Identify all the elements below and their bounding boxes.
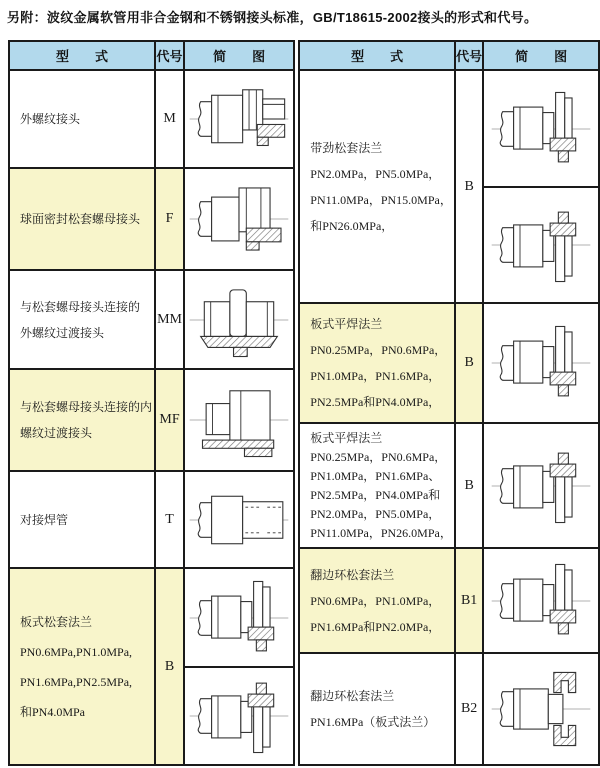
type-cell bbox=[9, 568, 155, 765]
diagram-necked-loose-flange-bottom bbox=[484, 186, 598, 302]
type-line: PN1.0MPa，PN1.6MPa， bbox=[310, 369, 441, 383]
page-title: 另附：波纹金属软管用非合金钢和不锈钢接头标准，GB/T18615-2002接头的形式和代号。 bbox=[7, 10, 538, 25]
table-row bbox=[9, 70, 294, 168]
table-row bbox=[299, 423, 599, 548]
header-row bbox=[9, 41, 294, 70]
type-cell bbox=[9, 168, 155, 270]
type-cell bbox=[9, 70, 155, 168]
table-row bbox=[299, 548, 599, 653]
code-cell: B bbox=[455, 423, 484, 548]
fittings-table-left bbox=[8, 40, 295, 766]
diagram-spherical-seal-loose-nut-joint bbox=[184, 168, 294, 270]
diagram-butt-weld-pipe bbox=[184, 471, 294, 568]
type-line: PN0.6MPa,PN1.0MPa, bbox=[20, 644, 133, 659]
type-line: PN2.5MPa和PN4.0MPa， bbox=[310, 395, 441, 409]
type-line: 球面密封松套螺母接头 bbox=[20, 212, 141, 226]
col-header-code: 代号 bbox=[155, 41, 184, 70]
code-cell: M bbox=[155, 70, 184, 168]
code-cell: MF bbox=[155, 369, 184, 471]
type-line: PN1.6MPa,PN2.5MPa, bbox=[20, 674, 133, 689]
table-row bbox=[9, 568, 294, 765]
diagram-plate-slip-on-weld-flange-2 bbox=[483, 423, 599, 548]
table-row bbox=[299, 653, 599, 765]
code-cell: MM bbox=[155, 270, 184, 369]
diagram-plate-slip-on-weld-flange bbox=[483, 303, 599, 423]
type-cell bbox=[299, 423, 455, 548]
table-row bbox=[9, 168, 294, 270]
col-header-type: 型 式 bbox=[299, 41, 455, 70]
type-line: 板式平焊法兰 bbox=[310, 430, 383, 445]
type-line: PN1.0MPa，PN1.6MPa、 bbox=[310, 468, 441, 483]
diagram-plate-loose-flange-top bbox=[185, 570, 293, 666]
col-header-code: 代号 bbox=[455, 41, 484, 70]
type-line: PN1.6MPa（板式法兰） bbox=[310, 715, 436, 729]
diagram-necked-loose-flange-top bbox=[484, 72, 598, 186]
fittings-table bbox=[8, 40, 600, 766]
type-line: 螺纹过渡接头 bbox=[20, 426, 93, 440]
table-row bbox=[299, 70, 599, 303]
table-row bbox=[9, 471, 294, 568]
type-line: 外螺纹过渡接头 bbox=[20, 325, 105, 340]
fittings-table-right bbox=[298, 40, 600, 766]
code-cell: B1 bbox=[455, 548, 484, 653]
type-cell bbox=[9, 471, 155, 568]
type-line: PN0.25MPa，PN0.6MPa， bbox=[310, 343, 447, 357]
table-row bbox=[9, 369, 294, 471]
type-line: 板式平焊法兰 bbox=[310, 317, 383, 331]
diagram-plate-loose-flange-bottom bbox=[185, 666, 293, 764]
type-line: 与松套螺母接头连接的 bbox=[20, 299, 141, 314]
type-line: 翻边环松套法兰 bbox=[310, 567, 395, 582]
type-line: 与松套螺母接头连接的内 bbox=[20, 400, 153, 414]
type-line: 翻边环松套法兰 bbox=[310, 689, 395, 703]
type-line: PN11.0MPa，PN26.0MPa， bbox=[310, 525, 452, 540]
col-header-diagram: 简 图 bbox=[184, 41, 294, 70]
type-cell bbox=[299, 548, 455, 653]
table-row bbox=[299, 303, 599, 423]
code-cell: B2 bbox=[455, 653, 484, 765]
type-line: PN1.6MPa和PN2.0MPa， bbox=[310, 619, 441, 634]
type-line: 外螺纹接头 bbox=[20, 112, 81, 126]
code-cell: B bbox=[455, 70, 484, 303]
type-line: PN2.5MPa，PN4.0MPa和 bbox=[310, 487, 441, 502]
type-line: PN11.0MPa，PN15.0MPa， bbox=[310, 192, 452, 207]
code-cell: B bbox=[455, 303, 484, 423]
type-cell bbox=[299, 70, 455, 303]
diagram-male-thread-adapter-joint bbox=[184, 270, 294, 369]
diagram-flared-ring-loose-flange bbox=[483, 548, 599, 653]
type-line: PN0.25MPa，PN0.6MPa， bbox=[310, 449, 447, 464]
type-cell bbox=[9, 369, 155, 471]
code-cell: T bbox=[155, 471, 184, 568]
type-line: 和PN4.0MPa bbox=[20, 704, 86, 719]
diagram-male-threaded-joint bbox=[184, 70, 294, 168]
type-cell bbox=[299, 653, 455, 765]
diagram-flared-ring-loose-plate-flange bbox=[483, 653, 599, 765]
type-line: PN2.0MPa，PN5.0MPa， bbox=[310, 506, 441, 521]
table-row bbox=[9, 270, 294, 369]
header-row bbox=[299, 41, 599, 70]
col-header-diagram: 简 图 bbox=[483, 41, 599, 70]
diagram-necked-loose-flange-pair bbox=[483, 70, 599, 303]
type-line: 对接焊管 bbox=[20, 512, 69, 527]
diagram-plate-loose-flange-pair bbox=[184, 568, 294, 765]
type-line: 板式松套法兰 bbox=[20, 614, 93, 629]
type-cell bbox=[9, 270, 155, 369]
code-cell: B bbox=[155, 568, 184, 765]
type-line: 带劲松套法兰 bbox=[310, 140, 383, 155]
type-line: PN0.6MPa，PN1.0MPa， bbox=[310, 593, 441, 608]
diagram-female-thread-adapter-joint bbox=[184, 369, 294, 471]
type-line: 和PN26.0MPa， bbox=[310, 218, 394, 233]
type-line: PN2.0MPa，PN5.0MPa， bbox=[310, 166, 441, 181]
type-cell bbox=[299, 303, 455, 423]
code-cell: F bbox=[155, 168, 184, 270]
col-header-type: 型 式 bbox=[9, 41, 155, 70]
